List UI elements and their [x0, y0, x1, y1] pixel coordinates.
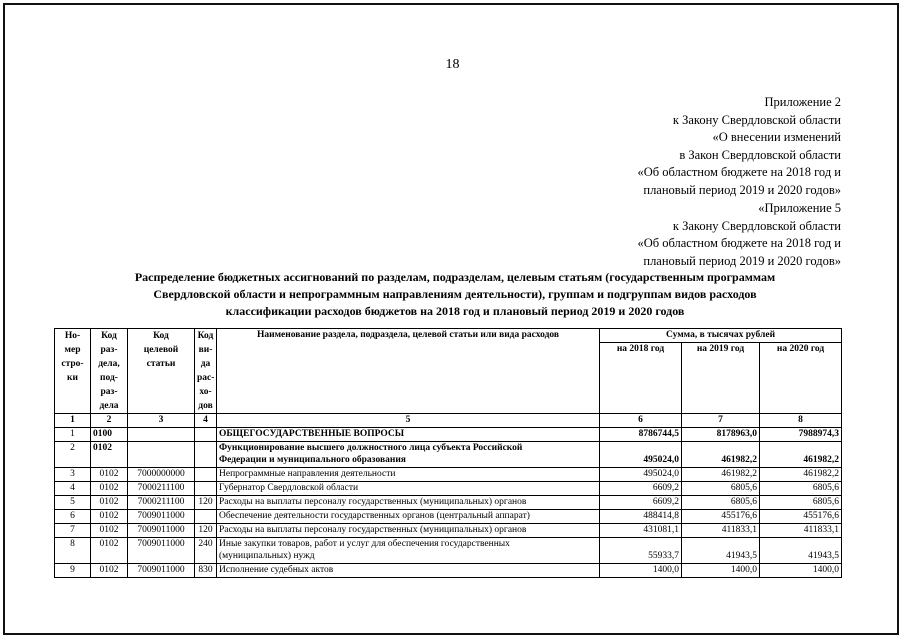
amount-2020-cell: 461982,2: [760, 467, 842, 481]
amount-2019-cell: 41943,5: [682, 537, 760, 563]
column-number: 7: [682, 414, 760, 428]
section-code-cell: 0102: [91, 481, 128, 495]
header-sum: Сумма, в тысячах рублей: [600, 329, 842, 343]
name-cell: Обеспечение деятельности государственных органов (центральный аппарат): [217, 509, 600, 523]
row-number-cell: 2: [55, 441, 91, 467]
name-cell: Расходы на выплаты персоналу государственных (муниципальных) органов: [217, 523, 600, 537]
column-number: 6: [600, 414, 682, 428]
kind-code-cell: [195, 427, 217, 441]
target-code-cell: 7000000000: [128, 467, 195, 481]
column-number: 1: [55, 414, 91, 428]
target-code-cell: 7009011000: [128, 563, 195, 577]
section-code-cell: 0102: [91, 467, 128, 481]
table-row: [55, 523, 842, 537]
section-code-cell: 0102: [91, 509, 128, 523]
appendix-line: в Закон Свердловской области: [679, 147, 841, 162]
amount-2019-cell: 6805,6: [682, 481, 760, 495]
table-row: [55, 537, 842, 563]
header-line: стро-: [61, 359, 84, 369]
header-line: раз-: [100, 387, 118, 397]
appendix-original-block: [637, 200, 841, 270]
header-section-code: [91, 329, 128, 414]
appendix-line: «Об областном бюджете на 2018 год и: [637, 165, 841, 179]
header-line: Код: [153, 331, 169, 341]
title-line: классификации расходов бюджетов на 2018 год и плановый период 2019 и 2020 годов: [225, 304, 685, 318]
header-expense-kind-code: [195, 329, 217, 414]
kind-code-cell: 240: [195, 537, 217, 563]
row-number-cell: 6: [55, 509, 91, 523]
name-line: (муниципальных) нужд: [219, 551, 315, 561]
target-code-cell: [128, 441, 195, 467]
column-number: 5: [217, 414, 600, 428]
header-target-code: [128, 329, 195, 414]
header-2020: на 2020 год: [760, 343, 842, 414]
title-line: Свердловской области и непрограммным направлениям деятельности), группам и подгруппам видов расходов: [153, 287, 757, 301]
appendix-line: Приложение 2: [764, 95, 841, 109]
name-cell: [217, 441, 600, 467]
header-line: под-: [100, 373, 118, 383]
header-line: хо-: [199, 387, 212, 397]
section-code-cell: 0102: [91, 495, 128, 509]
target-code-cell: 7009011000: [128, 523, 195, 537]
amount-2020-cell: 1400,0: [760, 563, 842, 577]
amount-2018-cell: 8786744,5: [600, 427, 682, 441]
target-code-cell: [128, 427, 195, 441]
row-number-cell: 7: [55, 523, 91, 537]
appendix-line: «Приложение 5: [758, 201, 841, 215]
section-code-cell: 0100: [91, 427, 128, 441]
appendix-line: плановый период 2019 и 2020 годов»: [643, 182, 841, 197]
appendix-line: к Закону Свердловской области: [672, 218, 841, 233]
table-row: [55, 563, 842, 577]
kind-code-cell: [195, 509, 217, 523]
table-row: [55, 467, 842, 481]
budget-table: [54, 328, 842, 578]
name-cell: Расходы на выплаты персоналу государственных (муниципальных) органов: [217, 495, 600, 509]
amount-2019-cell: 461982,2: [682, 467, 760, 481]
kind-code-cell: [195, 467, 217, 481]
header-name: Наименование раздела, подраздела, целевой статьи или вида расходов: [217, 329, 600, 414]
name-line: Функционирование высшего должностного лица субъекта Российской: [219, 442, 523, 453]
header-line: раз-: [100, 345, 118, 355]
amount-2020-cell: 7988974,3: [760, 427, 842, 441]
header-line: ви-: [198, 345, 213, 355]
name-cell: ОБЩЕГОСУДАРСТВЕННЫЕ ВОПРОСЫ: [217, 427, 600, 441]
amount-2019-cell: 1400,0: [682, 563, 760, 577]
amount-2019-cell: 461982,2: [682, 441, 760, 467]
name-cell: Непрограммные направления деятельности: [217, 467, 600, 481]
section-code-cell: 0102: [91, 563, 128, 577]
amount-2019-cell: 6805,6: [682, 495, 760, 509]
amount-2018-cell: 495024,0: [600, 441, 682, 467]
appendix-line: «Об областном бюджете на 2018 год и: [637, 236, 841, 250]
amount-2018-cell: 488414,8: [600, 509, 682, 523]
header-line: статьи: [146, 359, 176, 369]
kind-code-cell: 830: [195, 563, 217, 577]
page-number: 18: [445, 57, 460, 72]
amount-2018-cell: 6609,2: [600, 481, 682, 495]
amount-2019-cell: 411833,1: [682, 523, 760, 537]
table-row: [55, 481, 842, 495]
amount-2018-cell: 6609,2: [600, 495, 682, 509]
header-2018: на 2018 год: [600, 343, 682, 414]
appendix-line: к Закону Свердловской области: [672, 112, 841, 127]
header-line: Код: [197, 331, 214, 341]
header-line: Но-: [64, 331, 81, 341]
document-title: [50, 269, 860, 320]
name-cell: Губернатор Свердловской области: [217, 481, 600, 495]
amount-2018-cell: 431081,1: [600, 523, 682, 537]
appendix-line: плановый период 2019 и 2020 годов»: [643, 253, 841, 268]
section-code-cell: 0102: [91, 537, 128, 563]
column-numbers-row: [55, 414, 842, 428]
amount-2020-cell: 41943,5: [760, 537, 842, 563]
target-code-cell: 7009011000: [128, 537, 195, 563]
kind-code-cell: [195, 441, 217, 467]
row-number-cell: 3: [55, 467, 91, 481]
target-code-cell: 7000211100: [128, 495, 195, 509]
target-code-cell: 7000211100: [128, 481, 195, 495]
amount-2018-cell: 495024,0: [600, 467, 682, 481]
amount-2020-cell: 6805,6: [760, 495, 842, 509]
table-row: [55, 427, 842, 441]
column-number: 4: [195, 414, 217, 428]
amount-2020-cell: 411833,1: [760, 523, 842, 537]
column-number: 2: [91, 414, 128, 428]
row-number-cell: 5: [55, 495, 91, 509]
amount-2020-cell: 455176,6: [760, 509, 842, 523]
amount-2020-cell: 6805,6: [760, 481, 842, 495]
section-code-cell: 0102: [91, 523, 128, 537]
name-cell: [217, 537, 600, 563]
name-line: Иные закупки товаров, работ и услуг для обеспечения государственных: [219, 538, 510, 549]
header-line: целевой: [143, 345, 179, 355]
header-row-number: [55, 329, 91, 414]
header-line: дела: [99, 401, 119, 411]
header-line: ки: [67, 373, 78, 383]
header-line: да: [200, 359, 211, 369]
column-number: 3: [128, 414, 195, 428]
kind-code-cell: 120: [195, 523, 217, 537]
row-number-cell: 4: [55, 481, 91, 495]
section-code-cell: 0102: [91, 441, 128, 467]
amount-2019-cell: 8178963,0: [682, 427, 760, 441]
table-header-row: [55, 329, 842, 343]
row-number-cell: 9: [55, 563, 91, 577]
header-line: рас-: [197, 373, 215, 383]
header-2019: на 2019 год: [682, 343, 760, 414]
target-code-cell: 7009011000: [128, 509, 195, 523]
row-number-cell: 8: [55, 537, 91, 563]
name-line: Федерации и муниципального образования: [219, 455, 406, 465]
kind-code-cell: [195, 481, 217, 495]
amount-2018-cell: 55933,7: [600, 537, 682, 563]
name-cell: Исполнение судебных актов: [217, 563, 600, 577]
kind-code-cell: 120: [195, 495, 217, 509]
amount-2020-cell: 461982,2: [760, 441, 842, 467]
header-line: дов: [198, 401, 213, 411]
appendix-line: «О внесении изменений: [712, 130, 841, 144]
header-line: дела,: [98, 359, 120, 369]
appendix-current-block: [637, 94, 841, 199]
row-number-cell: 1: [55, 427, 91, 441]
column-number: 8: [760, 414, 842, 428]
header-line: мер: [64, 345, 81, 355]
table-row: [55, 509, 842, 523]
header-line: Код: [101, 331, 117, 341]
table-row: [55, 441, 842, 467]
table-row: [55, 495, 842, 509]
amount-2018-cell: 1400,0: [600, 563, 682, 577]
title-line: Распределение бюджетных ассигнований по разделам, подразделам, целевым статьям (государственным программам: [134, 270, 776, 284]
amount-2019-cell: 455176,6: [682, 509, 760, 523]
